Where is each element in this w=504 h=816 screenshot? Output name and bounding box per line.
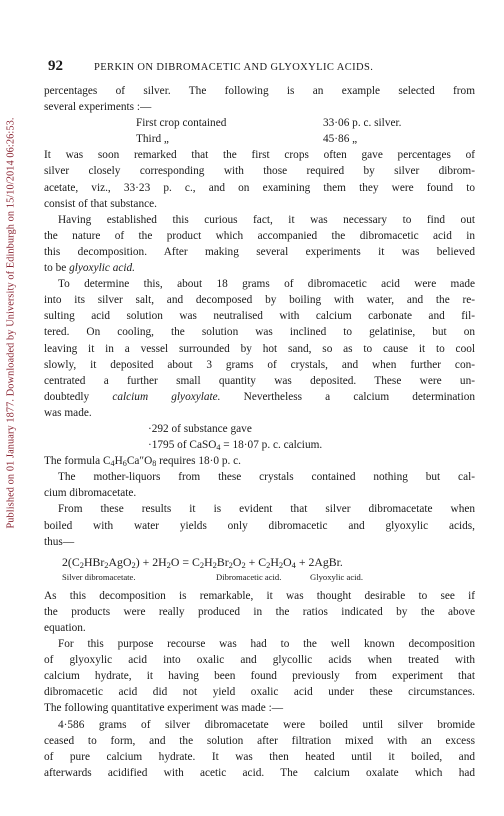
text-fragment: + C — [245, 554, 267, 569]
text-line: percentages of silver. The following is an example selected from — [44, 85, 475, 97]
text-line: of pure calcium hydrate. It was then heated until it boiled, and — [44, 750, 475, 763]
determination-line — [148, 437, 475, 453]
paragraph — [44, 588, 475, 636]
text-line: this decomposition. After making several experiments it was believed — [44, 245, 475, 258]
determination-line: ·292 of substance gave — [148, 422, 252, 435]
text-line: thus— — [44, 535, 75, 548]
text-line — [44, 389, 475, 405]
text-fragment: AgO — [108, 554, 132, 569]
crop-row — [136, 115, 475, 131]
paragraph — [44, 501, 475, 549]
subscript: 2 — [266, 559, 271, 570]
text-fragment: Br — [216, 554, 229, 569]
subscript: 2 — [199, 559, 205, 570]
text-fragment: H — [270, 554, 279, 569]
subscript: 2 — [278, 559, 284, 570]
text-fragment: requires 18·0 p. c. — [156, 455, 241, 468]
subscript: 2 — [104, 559, 109, 570]
text-fragment: H — [204, 554, 213, 569]
text-line: The mother-liquors from these crystals contained nothing but cal- — [58, 471, 475, 484]
crop-value: 33·06 p. c. silver. — [323, 117, 402, 130]
article-body — [44, 83, 475, 781]
paragraph — [44, 469, 475, 501]
crop-results — [44, 115, 475, 147]
download-watermark — [2, 95, 20, 550]
text-line: centrated a further small quantity was deposited. These were un- — [44, 374, 475, 387]
text-line: For this purpose recourse was had to the well known decomposition — [58, 638, 475, 651]
text-fragment: doubtedly — [44, 390, 113, 403]
subscript: 4 — [216, 443, 221, 453]
subscript: 2 — [166, 559, 171, 570]
paragraph — [44, 212, 475, 276]
text-fragment: C — [191, 554, 200, 569]
italic-term: glyoxylic acid. — [69, 262, 135, 275]
text-line: calcium hydrate, it having been found previously from experiment that — [44, 670, 475, 683]
text-line: leaving it in a vessel surrounded by hot sand, so as to cause it to cool — [44, 342, 475, 355]
text-line: From these results it is evident that silver dibromacetate when — [58, 503, 475, 516]
paragraph — [44, 147, 475, 211]
text-line: was made. — [44, 406, 92, 419]
text-line: the products were really produced in the ratios indicated by the above — [44, 605, 475, 618]
text-line: several experiments :— — [44, 101, 152, 114]
determination — [44, 421, 475, 453]
paragraph — [44, 636, 475, 716]
text-fragment: The formula C — [44, 455, 111, 468]
text-fragment: Ca″O — [126, 455, 153, 468]
text-line: sulting acid solution was neutralised with calcium carbonate and fil- — [44, 310, 475, 323]
subscript: 4 — [291, 559, 296, 570]
subscript: 2 — [79, 559, 84, 570]
text-line: It was soon remarked that the first crops often gave percentages of — [44, 149, 475, 162]
text-fragment: O = — [170, 554, 192, 569]
text-line — [44, 260, 475, 276]
text-line: acetate, viz., 33·23 p. c., and on examining them they were found to — [44, 181, 475, 194]
chemical-equation — [44, 554, 475, 570]
italic-term: calcium glyoxylate. — [112, 390, 221, 403]
text-line: silver closely corresponding with those required by silver dibrom- — [44, 165, 475, 178]
subscript: 2 — [131, 559, 136, 570]
text-line: slowly, it deposited about 3 grams of crystals, and when further con- — [44, 358, 475, 371]
crop-label: First crop contained — [136, 117, 227, 130]
text-line: cium dibromacetate. — [44, 487, 137, 500]
text-line: tered. On cooling, the solution was inclined to gelatinise, but on — [44, 326, 475, 339]
text-line: consist of that substance. — [44, 197, 157, 210]
text-line: As this decomposition is remarkable, it was thought desirable to see if — [44, 589, 475, 602]
equation-label: Silver dibromacetate. — [62, 571, 136, 582]
subscript: 2 — [228, 559, 233, 570]
text-line: The following quantitative experiment was made :— — [44, 702, 284, 715]
text-fragment: HBr — [83, 554, 105, 569]
equation-lhs — [62, 555, 192, 569]
text-line: To determine this, about 18 grams of dibromacetic acid were made — [58, 278, 475, 291]
text-line: ceased to form, and the solution after filtration mixed with an excess — [44, 734, 475, 747]
subscript: 8 — [152, 459, 157, 469]
text-line: Having established this curious fact, it was necessary to find out — [58, 213, 475, 226]
text-line: afterwards acidified with acetic acid. The calcium oxalate which had — [44, 766, 475, 779]
formula-line — [44, 453, 475, 469]
equation-label: Glyoxylic acid. — [310, 571, 363, 582]
text-fragment: to be — [44, 262, 70, 275]
text-line: equation. — [44, 622, 86, 634]
paragraph — [44, 276, 475, 421]
text-line: of glyoxylic acid into oxalic and glycollic acids when treated with — [44, 654, 475, 667]
crop-value: 45·86 „ — [323, 133, 358, 146]
subscript: 2 — [241, 559, 246, 570]
text-fragment: H — [114, 455, 123, 468]
crop-label: Third „ — [136, 133, 169, 146]
page-header — [44, 58, 475, 78]
download-notice: Published on 01 January 1877. Downloaded by University of Edinburgh on 15/10/2014 06:26:53. — [5, 116, 17, 529]
subscript: 2 — [212, 559, 217, 570]
page-number: 92 — [48, 58, 63, 74]
subscript: 6 — [122, 459, 127, 469]
running-head: PERKIN ON DIBROMACETIC AND GLYOXYLIC ACIDS. — [94, 62, 374, 73]
subscript: 4 — [110, 459, 115, 469]
text-line: dibromacetic acid did not yield oxalic acid under these circumstances. — [44, 686, 475, 699]
text-fragment: Nevertheless a calcium determination — [220, 390, 475, 403]
text-fragment: ) + 2H — [135, 554, 167, 569]
paragraph — [44, 717, 475, 781]
equation-rhs — [192, 555, 343, 569]
text-fragment: 2(C — [62, 554, 80, 569]
text-fragment: O — [232, 554, 242, 569]
text-fragment: O — [283, 554, 292, 569]
text-fragment: = 18·07 p. c. calcium. — [220, 439, 323, 452]
crop-row — [136, 131, 475, 147]
text-line: the nature of the product which accompanied the dibromacetic acid in — [44, 229, 475, 242]
text-line: 4·586 grams of silver dibromacetate were boiled until silver bromide — [58, 718, 475, 731]
text-fragment: + 2AgBr. — [295, 554, 343, 569]
equation-labels — [44, 570, 475, 584]
text-fragment: ·1795 of CaSO — [148, 439, 217, 452]
equation-label: Dibromacetic acid. — [216, 571, 282, 582]
text-line: into its silver salt, and decomposed by boiling with water, and the re- — [44, 294, 475, 307]
text-line: boiled with water yields only dibromacetic and glyoxylic acids, — [44, 519, 475, 532]
paragraph — [44, 83, 475, 115]
